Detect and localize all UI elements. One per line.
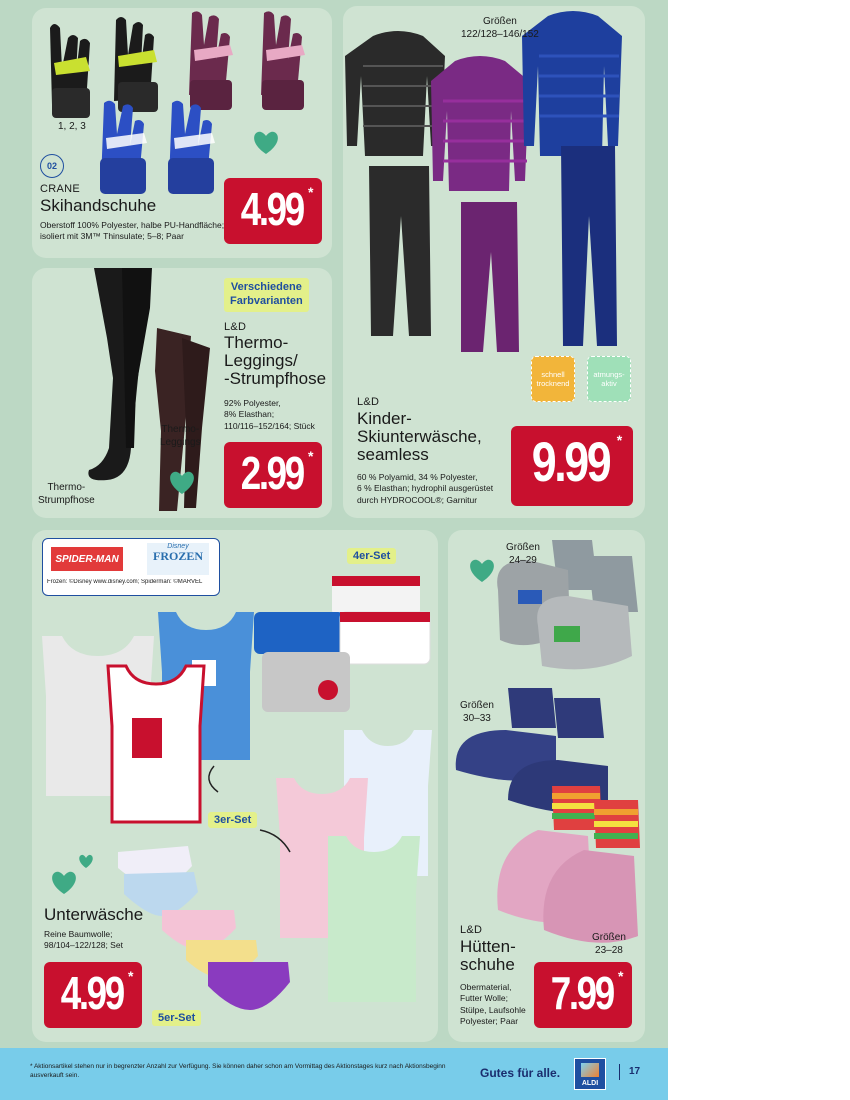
heart-icon (252, 130, 280, 156)
slippers-brand: L&D (460, 924, 483, 936)
skiwear-image (343, 6, 645, 366)
gloves-panel (32, 8, 332, 258)
set-tag-4er: 4er-Set (347, 548, 396, 564)
quick-dry-badge: schnell trocknend (531, 356, 575, 402)
license-note: Frozen: ©Disney www.disney.com; Spiderman: ©MARVEL (47, 579, 203, 585)
heart-icon (168, 470, 196, 496)
set-tag-5er: 5er-Set (152, 1010, 201, 1026)
thermo-panel (32, 268, 332, 518)
aldi-logo-mark (581, 1063, 599, 1077)
slippers-price: 7.99 * (534, 962, 632, 1028)
skiwear-price: 9.99 * (511, 426, 633, 506)
slippers-title: Hütten- schuhe (460, 937, 516, 974)
gloves-title: Skihandschuhe (40, 196, 157, 215)
breathable-badge: atmungs- aktiv (587, 356, 631, 402)
gloves-variants-label: 1, 2, 3 (58, 121, 86, 132)
footer-disclaimer: * Aktionsartikel stehen nur in begrenzter Anzahl zur Verfügung. Sie können daher schon am Vormittag des Aktionstages kurz nach Aktionsbeginn ausverkauft sein. (30, 1063, 446, 1079)
heart-icon (78, 854, 94, 869)
thermo-title: Thermo- Leggings/ -Strumpfhose (224, 333, 327, 388)
underwear-title: Unterwäsche (44, 905, 144, 924)
thermo-brand: L&D (224, 321, 247, 333)
set-tag-3er: 3er-Set (208, 812, 257, 828)
frozen-logo: Disney FROZEN (147, 543, 209, 575)
heart-icon (468, 558, 496, 584)
slipper-sizes-a: Größen 24–29 (506, 542, 540, 566)
variants-tag: Verschiedene Farbvarianten (224, 278, 309, 312)
underwear-panel (32, 530, 438, 1042)
page-number: 17 (629, 1066, 641, 1077)
footer-bar (0, 1048, 668, 1100)
slippers-image (448, 530, 645, 950)
slipper-sizes-c: Größen 23–28 (592, 932, 626, 956)
product-number-badge: 02 (40, 154, 64, 178)
slipper-sizes-b: Größen 30–33 (460, 700, 494, 724)
underwear-price: 4.99 * (44, 962, 142, 1028)
leggings-image (32, 268, 232, 513)
spiderman-logo: SPIDER-MAN (51, 547, 123, 571)
skiwear-title: Kinder- Skiunterwäsche, seamless (357, 409, 482, 464)
skiwear-desc: 60 % Polyamid, 34 % Polyester, 6 % Elasthan; hydrophil ausgerüstet durch HYDROCOOL®; Garnitur (357, 472, 494, 505)
skiwear-panel (343, 6, 645, 518)
underwear-desc: Reine Baumwolle; 98/104–122/128; Set (44, 929, 123, 951)
aldi-logo: ALDI (574, 1058, 606, 1090)
thermo-price: 2.99 * (224, 442, 322, 508)
skiwear-brand: L&D (357, 396, 380, 408)
label-leggings: Thermo- Leggings (160, 424, 201, 448)
footer-slogan: Gutes für alle. (480, 1066, 561, 1080)
gloves-desc: Oberstoff 100% Polyester, halbe PU-Handfläche; isoliert mit 3M™ Thinsulate; 5–8; Paar (40, 220, 225, 242)
underwear-image (32, 530, 438, 1030)
gloves-brand: CRANE (40, 183, 81, 195)
slippers-desc: Obermaterial, Futter Wolle; Stülpe, Laufsohle Polyester; Paar (460, 982, 526, 1027)
skiwear-sizes: Größen 122/128–146/152 (461, 16, 539, 40)
thermo-desc: 92% Polyester, 8% Elasthan; 110/116–152/164; Stück (224, 398, 315, 431)
gloves-price: 4.99 * (224, 178, 322, 244)
heart-icon (50, 870, 78, 896)
label-strumpfhose: Thermo- Strumpfhose (38, 482, 95, 506)
slippers-panel (448, 530, 645, 1042)
footer-divider (619, 1064, 620, 1080)
